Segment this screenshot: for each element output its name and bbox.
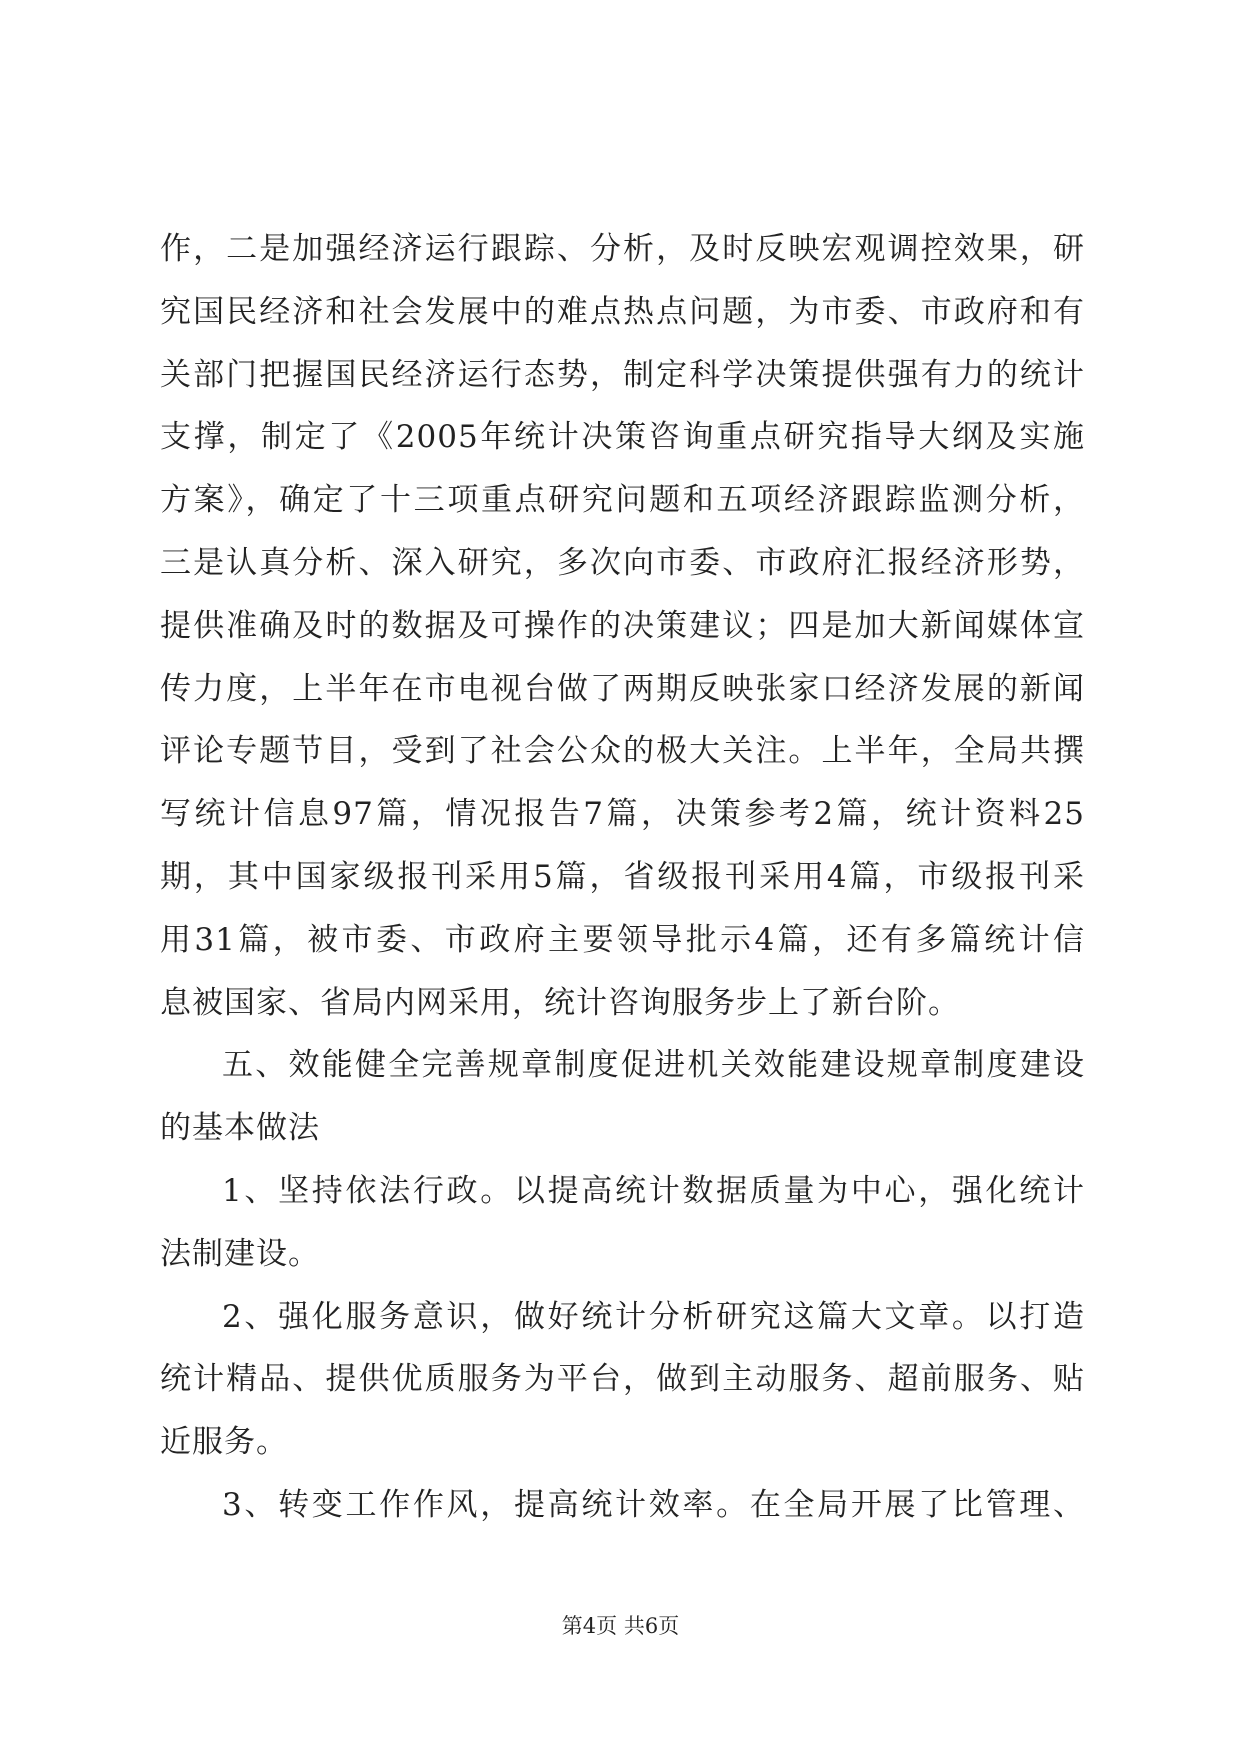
list-item-line: 近服务。 xyxy=(160,1424,288,1461)
document-body xyxy=(160,218,1085,1537)
text-line: 方案》，确定了十三项重点研究问题和五项经济跟踪监测分析， xyxy=(160,482,1085,519)
text-line: 评论专题节目，受到了社会公众的极大关注。上半年，全局共撰 xyxy=(160,733,1085,770)
text-line: 用31篇，被市委、市政府主要领导批示4篇，还有多篇统计信 xyxy=(160,921,1085,958)
section-heading-line: 五、效能健全完善规章制度促进机关效能建设规章制度建设 xyxy=(222,1047,1085,1084)
text-line: 期，其中国家级报刊采用5篇，省级报刊采用4篇，市级报刊采 xyxy=(160,858,1085,895)
text-line: 提供准确及时的数据及可操作的决策建议；四是加大新闻媒体宣 xyxy=(160,607,1085,644)
list-item-line: 2、强化服务意识，做好统计分析研究这篇大文章。以打造 xyxy=(222,1298,1085,1335)
text-line: 息被国家、省局内网采用，统计咨询服务步上了新台阶。 xyxy=(160,984,960,1021)
text-line: 支撑，制定了《2005年统计决策咨询重点研究指导大纲及实施 xyxy=(160,419,1085,456)
list-item-line: 1、坚持依法行政。以提高统计数据质量为中心，强化统计 xyxy=(222,1172,1085,1209)
text-line: 作，二是加强经济运行跟踪、分析，及时反映宏观调控效果，研 xyxy=(160,231,1085,267)
list-item-line: 法制建设。 xyxy=(160,1235,320,1272)
text-line: 传力度，上半年在市电视台做了两期反映张家口经济发展的新闻 xyxy=(160,670,1085,707)
text-line: 写统计信息97篇，情况报告7篇，决策参考2篇，统计资料25 xyxy=(160,796,1085,833)
text-line: 关部门把握国民经济运行态势，制定科学决策提供强有力的统计 xyxy=(160,356,1085,393)
list-item-line: 统计精品、提供优质服务为平台，做到主动服务、超前服务、贴 xyxy=(160,1361,1085,1398)
page-number-footer: 第4页 共6页 xyxy=(561,1614,680,1638)
section-heading-line: 的基本做法 xyxy=(160,1110,320,1147)
text-line: 究国民经济和社会发展中的难点热点问题，为市委、市政府和有 xyxy=(160,293,1085,330)
list-item-line: 3、转变工作作风，提高统计效率。在全局开展了比管理、 xyxy=(222,1486,1085,1523)
text-line: 三是认真分析、深入研究，多次向市委、市政府汇报经济形势， xyxy=(160,544,1085,581)
